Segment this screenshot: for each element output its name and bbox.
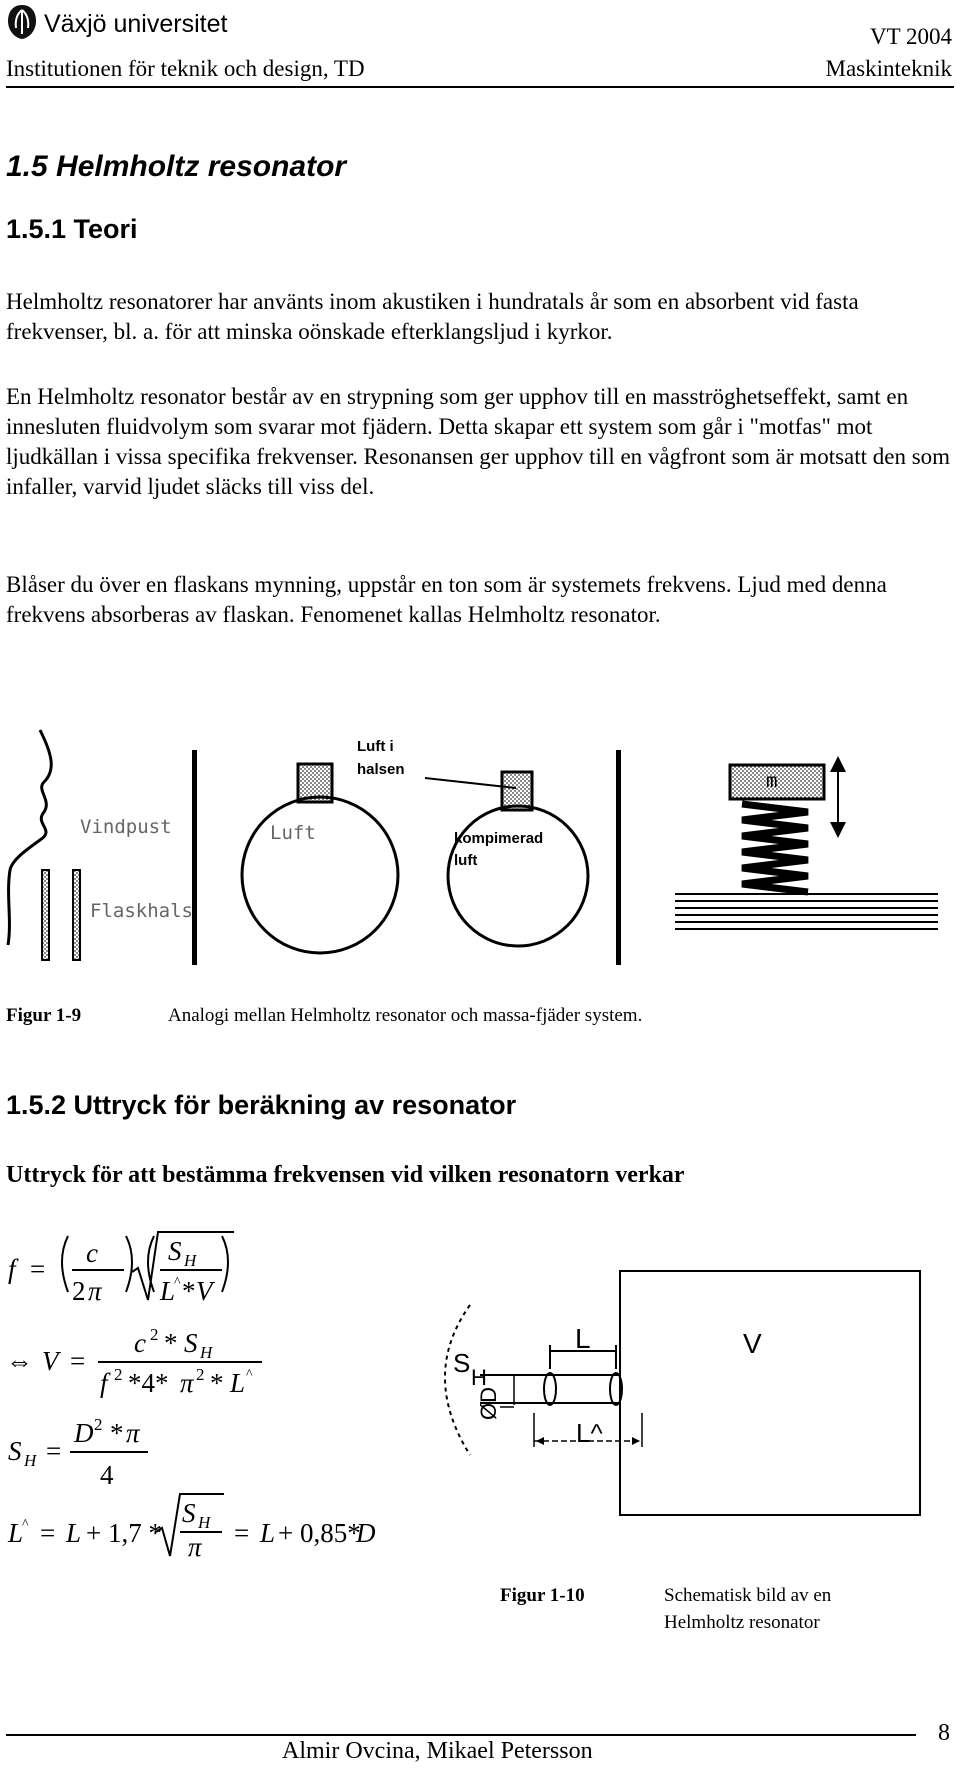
- university-logo-icon: [6, 4, 38, 40]
- label-vindpust: Vindpust: [80, 816, 172, 838]
- svg-text:2: 2: [150, 1325, 159, 1344]
- svg-text:H: H: [184, 1251, 197, 1270]
- figure-1-9-number: Figur 1-9: [6, 1005, 82, 1026]
- svg-text:D: D: [74, 1418, 94, 1448]
- label-L: L: [575, 1323, 591, 1354]
- svg-text:f: f: [100, 1368, 108, 1398]
- label-flaskhals: Flaskhals: [90, 900, 193, 922]
- svg-text:=: =: [40, 1518, 56, 1548]
- svg-text:L: L: [260, 1518, 276, 1548]
- label-luft: Luft: [270, 822, 316, 844]
- separator-bar-1: [192, 750, 197, 965]
- bottle-neck-right-wall: [73, 870, 80, 960]
- svg-text:2: 2: [114, 1365, 123, 1384]
- svg-text:S: S: [168, 1236, 182, 1266]
- svg-text:⇔: ⇔: [6, 1346, 33, 1376]
- svg-text:*4*: *4*: [128, 1368, 169, 1398]
- svg-text:2: 2: [196, 1365, 205, 1384]
- svg-text:L: L: [160, 1276, 176, 1306]
- svg-text:2: 2: [72, 1276, 86, 1306]
- neck-outer-arc: [445, 1305, 470, 1455]
- svg-text:L: L: [230, 1368, 246, 1398]
- subsection-title-theory: 1.5.1 Teori: [6, 214, 138, 244]
- label-L-hat: L^: [576, 1418, 603, 1448]
- svg-text:V: V: [196, 1276, 213, 1306]
- label-luft-compressed: luft: [454, 852, 478, 869]
- svg-text:S: S: [184, 1328, 198, 1358]
- svg-text:D: D: [356, 1518, 376, 1548]
- label-luft-i: Luft i: [357, 738, 394, 755]
- bottle-2-body: [448, 806, 588, 946]
- formula-block: [0, 1220, 440, 1560]
- bottle-1-body: [242, 797, 398, 953]
- label-halsen: halsen: [357, 761, 405, 778]
- svg-text:π: π: [126, 1418, 140, 1448]
- figure-1-10-number: Figur 1-10: [500, 1585, 585, 1606]
- svg-text:L: L: [8, 1518, 24, 1548]
- svg-text:π: π: [88, 1276, 102, 1306]
- figure-1-10-caption-line-1: Schematisk bild av en: [664, 1585, 832, 1606]
- label-kompimerad: kompimerad: [454, 830, 544, 847]
- svg-text:+ 1,7 *: + 1,7 *: [86, 1518, 162, 1548]
- lead-text: Uttryck för att bestämma frekvensen vid vilken resonatorn verkar: [6, 1162, 685, 1188]
- footer-authors: Almir Ovcina, Mikael Petersson: [282, 1738, 593, 1764]
- svg-text:H: H: [24, 1451, 37, 1470]
- svg-text:^: ^: [174, 1275, 181, 1290]
- svg-text:=: =: [30, 1254, 46, 1284]
- svg-text:π: π: [180, 1368, 194, 1398]
- svg-text:V: V: [42, 1346, 59, 1376]
- svg-text:c: c: [86, 1238, 98, 1268]
- svg-text:+ 0,85*: + 0,85*: [278, 1518, 361, 1548]
- spring: [742, 804, 808, 892]
- term: VT 2004: [870, 24, 952, 49]
- footer-rule: [6, 1734, 916, 1736]
- label-diameter: ØD: [476, 1387, 501, 1420]
- separator-bar-2: [616, 750, 621, 965]
- svg-text:=: =: [46, 1436, 62, 1466]
- svg-text:*: *: [110, 1418, 124, 1448]
- svg-text:S: S: [182, 1498, 196, 1528]
- svg-text:π: π: [188, 1532, 202, 1560]
- paragraph-2: En Helmholtz resonator består av en strypning som ger upphov till en masströghetseffekt, samt en innesluten fluidvolym som svarar mot fjädern. Detta skapar ett system som går i "motfas" mot ljudkällan i vissa specifika frekvenser. Resonansen ger upphov till en vågfront som är motsatt den som infaller, varvid ljudet släcks till viss del.: [6, 384, 951, 499]
- university-name: Växjö universitet: [44, 10, 228, 38]
- paragraph-1: Helmholtz resonatorer har använts inom akustiken i hundratals år som en absorbent vid fasta frekvenser, bl. a. för att minska oönskade efterklangsljud i kyrkor.: [6, 289, 859, 344]
- figure-1-10-caption-line-2: Helmholtz resonator: [664, 1612, 820, 1633]
- svg-text:*: *: [210, 1368, 224, 1398]
- bottle-neck-left-wall: [42, 870, 49, 960]
- svg-text:L: L: [66, 1518, 82, 1548]
- header-rule: [6, 86, 954, 88]
- svg-text:^: ^: [246, 1367, 253, 1382]
- svg-text:=: =: [234, 1518, 250, 1548]
- paragraph-3: Blåser du över en flaskans mynning, uppstår en ton som är systemets frekvens. Ljud med denna frekvens absorberas av flaskan. Fenomenet kallas Helmholtz resonator.: [6, 572, 887, 627]
- resonator-volume-box: [620, 1271, 920, 1515]
- svg-text:*: *: [164, 1328, 178, 1358]
- svg-text:=: =: [70, 1346, 86, 1376]
- svg-text:H: H: [198, 1513, 211, 1532]
- bottle-2-neck: [502, 772, 532, 810]
- subsection-title-expression: 1.5.2 Uttryck för beräkning av resonator: [6, 1090, 517, 1120]
- label-V: V: [743, 1328, 762, 1359]
- svg-text:f: f: [8, 1254, 16, 1284]
- svg-text:2: 2: [94, 1415, 103, 1434]
- svg-text:S: S: [8, 1436, 22, 1466]
- label-mass: m: [766, 770, 778, 792]
- section-title: 1.5 Helmholtz resonator: [6, 150, 347, 183]
- svg-text:H: H: [200, 1343, 213, 1362]
- svg-text:c: c: [134, 1328, 146, 1358]
- institution: Institutionen för teknik och design, TD: [6, 56, 365, 81]
- figure-resonator-schematic: [430, 1265, 960, 1525]
- page-number: 8: [938, 1720, 950, 1746]
- figure-1-9-caption: Analogi mellan Helmholtz resonator och massa-fjäder system.: [168, 1005, 643, 1026]
- program: Maskinteknik: [825, 56, 952, 81]
- label-H: H: [471, 1365, 487, 1390]
- svg-text:4: 4: [100, 1460, 114, 1490]
- svg-text:^: ^: [22, 1517, 29, 1532]
- label-S: S: [453, 1348, 471, 1378]
- svg-text:*: *: [182, 1276, 196, 1306]
